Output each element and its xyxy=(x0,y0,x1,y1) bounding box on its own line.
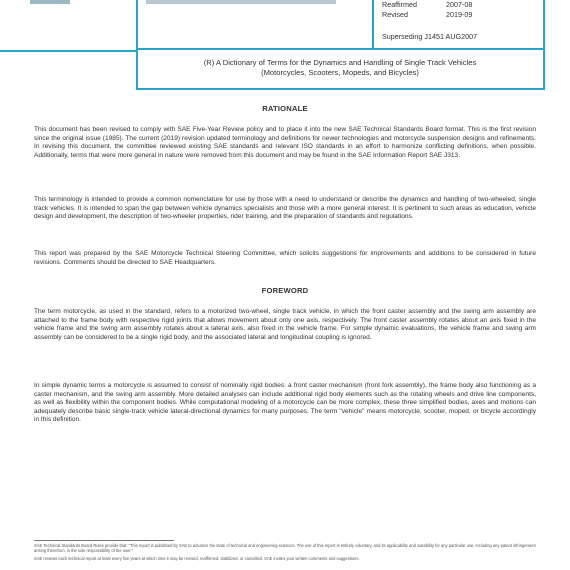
document-title-line-2: (Motorcycles, Scooters, Mopeds, and Bicycles) xyxy=(261,68,419,77)
logo-box xyxy=(0,0,138,52)
footer-review-note: SAE reviews each technical report at least every five years at which time it may be revised, reaffirmed, stabilized, or cancelled. SAE invites your written comments and suggestions. xyxy=(34,556,360,561)
rationale-paragraph-1: This document has been revised to comply with SAE Five-Year Review policy and to place it into the new SAE Technical Standards Board format. This is the first revision since the original issue (1985). The current (2019) revision updated terminology and definitions for newer technologies and motorcycle suspension designs and refinements. In revising this document, the committee reviewed existing SAE standards and relevant ISO standards in an effort to harmonize conflicting definitions, when possible. Additionally, terms that were more general in nature were removed from this document and may be found in the SAE Information Report SAE J313. xyxy=(34,126,536,159)
reaffirmed-date: 2007-08 xyxy=(446,0,473,9)
footer-rule xyxy=(34,540,174,541)
revised-date: 2019-09 xyxy=(446,10,473,19)
foreword-paragraph-1: The term motorcycle, as used in the standard, refers to a motorized two-wheel, single track vehicle, in which the front caster assembly and the swing arm assembly are attached to the frame body with respective rigid joints that allows movement about only one axis, respectively. The front caster assembly rotates about an axis fixed in the vehicle frame and the swing arm assembly rotates about a lateral axis, also fixed in the vehicle frame. For simple dynamic evaluations, the vehicle frame and swing arm assembly can be considered to be a single rigid body, and the associated lateral and longitudinal coupling is ignored. xyxy=(34,308,536,341)
rationale-heading: RATIONALE xyxy=(262,104,308,113)
superseding-note: Superseding J1451 AUG2007 xyxy=(382,32,478,41)
document-info-panel xyxy=(372,0,545,50)
document-title-line-1: (R) A Dictionary of Terms for the Dynamics and Handling of Single Track Vehicles xyxy=(203,58,477,67)
foreword-heading: FOREWORD xyxy=(261,286,309,295)
rationale-paragraph-2: This terminology is intended to provide a common nomenclature for use by those with a need to understand or describe the dynamics and handling of two-wheeled, single track vehicles. It is intended to span the gap between vehicle dynamics specialists and those with a more general interest. It is pertinent to such areas as education, vehicle design and development, the description of two-wheeler properties, rider training, and the preparation of standards and regulations. xyxy=(34,196,536,221)
document-title xyxy=(140,58,540,78)
foreword-paragraph-2: In simple dynamic terms a motorcycle is assumed to consist of nominally rigid bodies: a front caster mechanism (front fork assembly), the frame body also functioning as a caster mechanism, and the swing arm assembly. More detailed analyses can include additional rigid body elements such as the rotating wheels and drive line components, as well as flexibility within the component bodies. While computational modeling of a motorcycle can be more complex, these three simplified bodies, axes and motions can adequately describe basic single-track vehicle lateral-directional dynamics for many purposes. The term "vehicle" means motorcycle, scooter, moped, or bicycle accordingly in this definition. xyxy=(34,382,536,424)
reaffirmed-label: Reaffirmed xyxy=(382,0,418,9)
rationale-paragraph-3: This report was prepared by the SAE Motorcycle Technical Steering Committee, which solicits suggestions for improvements and additions to be considered in future revisions. Comments should be directed to SAE Headquarters. xyxy=(34,250,536,266)
footer-disclaimer: SAE Technical Standards Board Rules provide that: "This report is published by SAE to advance the state of technical and engineering sciences. The use of this report is entirely voluntary, and its applicability and suitability for any particular use, including any patent infringement arising therefrom, is the sole responsibility of the user." xyxy=(34,543,536,553)
revised-label: Revised xyxy=(382,10,408,19)
